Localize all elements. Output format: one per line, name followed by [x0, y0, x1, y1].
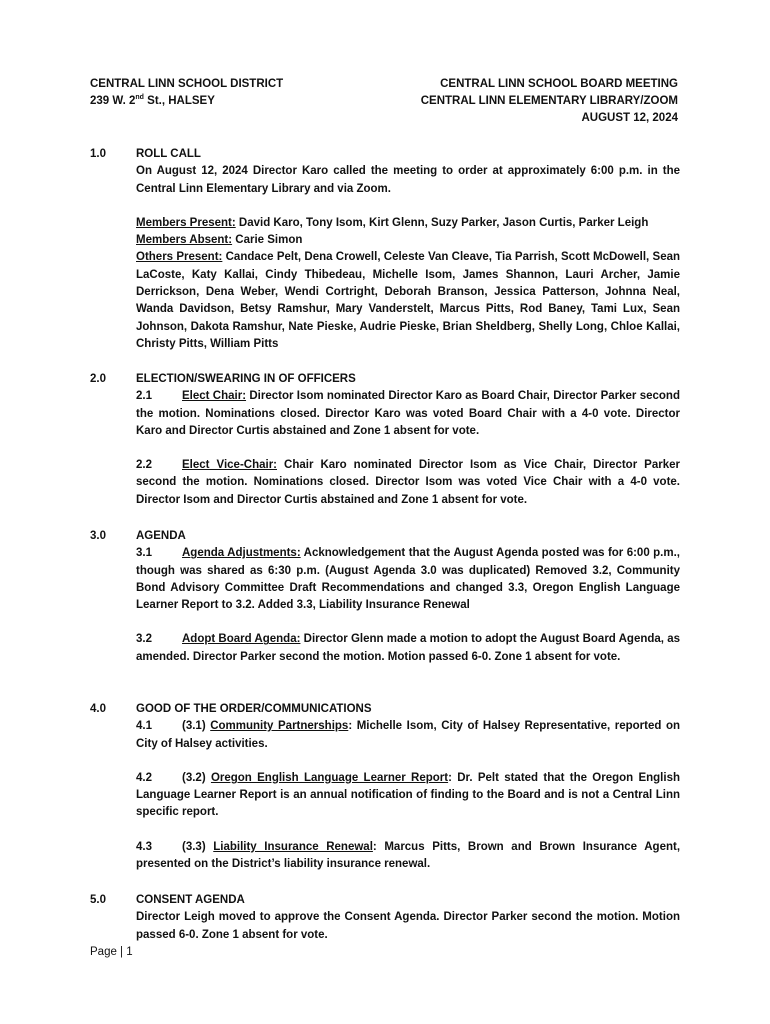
section-number: 3.0 — [90, 530, 106, 542]
section-election — [90, 371, 680, 509]
item-label: Oregon English Language Learner Report — [210, 771, 449, 784]
address-part: St., HALSEY — [143, 95, 215, 107]
item-prefix: (3.1) — [182, 720, 211, 733]
item-number: 4.2 — [136, 771, 152, 784]
meeting-date: AUGUST 12, 2024 — [581, 112, 678, 124]
address-sup: nd — [135, 94, 144, 102]
meeting-location: CENTRAL LINN ELEMENTARY LIBRARY/ZOOM — [420, 95, 678, 107]
item-number: 4.1 — [136, 720, 152, 733]
item-text: Acknowledgement that the August Agenda posted was for 6:00 p.m., though was shared as 6:30 p.m. (August Agenda 3.0 was duplicated) Removed 3.2, Community Bond Advisory Committee Draft Recommendations and changed 3.3, Oregon English Language Learner Report to 3.2. Added 3.3, Liability Insurance Renewal — [136, 547, 680, 612]
value: Carie Simon — [232, 234, 303, 247]
section-title: AGENDA — [136, 530, 186, 542]
value: David Karo, Tony Isom, Kirt Glenn, Suzy Parker, Jason Curtis, Parker Leigh — [235, 216, 649, 229]
others-present — [136, 249, 680, 353]
item-prefix: (3.2) — [182, 771, 211, 784]
item-elect-vice-chair — [136, 457, 680, 509]
item-label: Community Partnerships — [210, 720, 349, 733]
item-number: 4.3 — [136, 840, 152, 853]
section-title: CONSENT AGENDA — [136, 894, 245, 906]
item-agenda-adjustments — [136, 545, 680, 614]
item-text: Director Glenn made a motion to adopt the August Board Agenda, as amended. Director Parker second the motion. Motion passed 6-0. Zone 1 absent for vote. — [136, 633, 680, 663]
item-adopt-agenda — [136, 631, 680, 666]
item-number: 2.1 — [136, 390, 152, 403]
item-text: : Marcus Pitts, Brown and Brown Insurance Agent, presented on the District’s liability insurance renewal. — [136, 840, 681, 871]
label: Members Present: — [136, 216, 236, 229]
section-number: 4.0 — [90, 703, 106, 715]
page-number: Page | 1 — [90, 946, 133, 958]
district-header — [90, 76, 283, 110]
item-number: 3.1 — [136, 547, 152, 560]
label: Others Present: — [136, 251, 223, 264]
section-title: GOOD OF THE ORDER/COMMUNICATIONS — [136, 703, 372, 715]
section-number: 2.0 — [90, 373, 106, 385]
item-label: Adopt Board Agenda: — [182, 633, 301, 646]
value: Candace Pelt, Dena Crowell, Celeste Van Cleave, Tia Parrish, Scott McDowell, Sean LaCoste, Katy Kallai, Cindy Thibedeau, Michelle Isom, James Shannon, Lauri Archer, Jamie Derrickson, Dena Weber, Wendi Cortright, Deborah Branson, Jessica Patterson, Johnna Neal, Wanda Davidson, Betsy Ramshur, Mary Vanderstelt, Marcus Pitts, Rod Baney, Tami Lux, Sean Johnson, Dakota Ramshur, Nate Pieske, Audrie Pieske, Brian Sheldberg, Shelly Long, Chloe Kallai, Christy Pitts, William Pitts — [136, 251, 681, 350]
address-part: 239 W. 2 — [90, 95, 136, 107]
item-text: Director Isom nominated Director Karo as Board Chair, Director Parker second the motion. Nominations closed. Director Karo was voted Board Chair with a 4-0 vote. Director Karo and Director Curtis abstained and Zone 1 absent for vote. — [136, 390, 680, 437]
item-text: : Michelle Isom, City of Halsey Representative, reported on City of Halsey activities. — [136, 720, 680, 750]
section-agenda — [90, 528, 680, 666]
section-number: 1.0 — [90, 148, 106, 160]
item-liability-insurance — [136, 839, 680, 874]
item-label: Elect Chair: — [182, 390, 247, 403]
section-consent-agenda — [90, 892, 680, 944]
item-label: Liability Insurance Renewal — [213, 840, 373, 853]
section-good-of-order — [90, 701, 680, 873]
members-present — [136, 215, 680, 232]
item-label: Elect Vice-Chair: — [182, 459, 278, 472]
section-number: 5.0 — [90, 894, 106, 906]
item-ell-report — [136, 770, 680, 822]
section-title: ROLL CALL — [136, 148, 201, 160]
item-text: : Dr. Pelt stated that the Oregon English Language Learner Report is an annual notification of finding to the Board and is not a Central Linn specific report. — [136, 771, 680, 819]
section-text: Director Leigh moved to approve the Consent Agenda. Director Parker second the motion. Motion passed 6-0. Zone 1 absent for vote. — [136, 911, 680, 941]
district-address — [90, 93, 283, 110]
item-community-partnerships — [136, 718, 680, 753]
item-number: 2.2 — [136, 459, 152, 472]
members-absent — [136, 232, 680, 249]
item-elect-chair — [136, 388, 680, 440]
item-prefix: (3.3) — [182, 840, 214, 853]
item-text: Chair Karo nominated Director Isom as Vice Chair, Director Parker second the motion. Nominations closed. Director Isom was voted Vice Chair with a 4-0 vote. Director Isom and Director Curtis abstained and Zone 1 absent for vote. — [136, 459, 680, 506]
section-roll-call — [90, 146, 680, 353]
section-text: On August 12, 2024 Director Karo called the meeting to order at approximately 6:00 p.m. in the Central Linn Elementary Library and via Zoom. — [136, 165, 680, 195]
label: Members Absent: — [136, 234, 233, 247]
meeting-header — [421, 76, 678, 127]
meeting-title: CENTRAL LINN SCHOOL BOARD MEETING — [440, 78, 678, 90]
district-name: CENTRAL LINN SCHOOL DISTRICT — [90, 78, 284, 90]
section-title: ELECTION/SWEARING IN OF OFFICERS — [136, 373, 356, 385]
item-number: 3.2 — [136, 633, 152, 646]
item-label: Agenda Adjustments: — [182, 547, 301, 560]
